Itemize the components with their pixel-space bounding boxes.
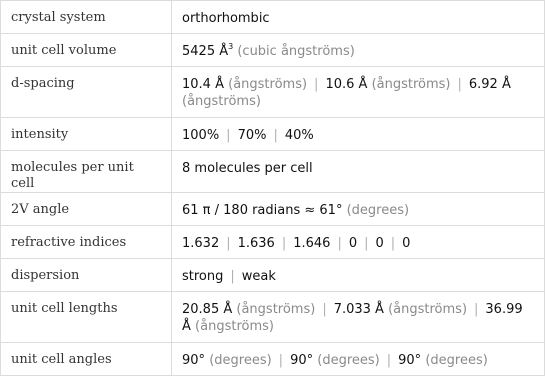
length-unit: (ångströms): [195, 319, 274, 334]
separator: |: [226, 236, 231, 251]
row-label-unit-cell-lengths: unit cell lengths: [1, 292, 172, 343]
refractive-index-value: 1.636: [237, 236, 275, 251]
row-value-unit-cell-lengths: [172, 292, 545, 343]
volume-unit: (cubic ångströms): [237, 44, 355, 59]
table-row: [1, 151, 545, 193]
refractive-index-value: 0: [348, 236, 358, 251]
cell-angle-value: 90°: [290, 353, 314, 368]
dispersion-value: weak: [241, 269, 276, 284]
d-spacing-unit: (ångströms): [228, 77, 308, 92]
angle-unit: (degrees): [346, 203, 410, 218]
refractive-index-value: 0: [375, 236, 384, 251]
row-value-2v-angle: [172, 193, 545, 226]
row-value-d-spacing: [172, 67, 545, 118]
refractive-index-value: 1.646: [293, 236, 331, 251]
row-label-unit-cell-volume: unit cell volume: [1, 34, 172, 67]
separator: |: [230, 269, 235, 284]
length-unit: (ångströms): [236, 302, 316, 317]
volume-value: 5425 Å: [182, 44, 229, 59]
row-value-unit-cell-angles: [172, 343, 545, 376]
refractive-index-value: 1.632: [182, 236, 220, 251]
cell-angle-value: 90°: [398, 353, 422, 368]
table-row: [1, 118, 545, 151]
table-row: [1, 34, 545, 67]
intensity-value: 40%: [284, 128, 314, 143]
table-row: [1, 259, 545, 292]
separator: |: [314, 77, 319, 92]
table-row: [1, 67, 545, 118]
cell-angle-unit: (degrees): [317, 353, 380, 368]
row-value-crystal-system: orthorhombic: [172, 1, 545, 34]
table-row: [1, 343, 545, 376]
dispersion-value: strong: [182, 269, 224, 284]
separator: |: [457, 77, 462, 92]
table-row: [1, 292, 545, 343]
row-label-2v-angle: 2V angle: [1, 193, 172, 226]
d-spacing-value: 6.92 Å: [468, 77, 511, 92]
row-label-d-spacing: d-spacing: [1, 67, 172, 118]
row-value-molecules-per-unit-cell: 8 molecules per cell: [172, 151, 545, 193]
row-label-refractive-indices: refractive indices: [1, 226, 172, 259]
intensity-value: 100%: [182, 128, 220, 143]
d-spacing-unit: (ångströms): [371, 77, 451, 92]
row-label-crystal-system: crystal system: [1, 1, 172, 34]
separator: |: [474, 302, 479, 317]
separator: |: [273, 128, 278, 143]
row-label-dispersion: dispersion: [1, 259, 172, 292]
separator: |: [386, 353, 392, 368]
row-label-unit-cell-angles: unit cell angles: [1, 343, 172, 376]
d-spacing-value: 10.4 Å: [182, 77, 224, 92]
row-label-intensity: intensity: [1, 118, 172, 151]
row-value-intensity: [172, 118, 545, 151]
row-value-refractive-indices: [172, 226, 545, 259]
d-spacing-unit: (ångströms): [182, 94, 261, 109]
separator: |: [390, 236, 396, 251]
separator: |: [226, 128, 231, 143]
cell-angle-value: 90°: [182, 353, 206, 368]
length-value: 36.99 Å: [182, 302, 523, 334]
length-value: 7.033 Å: [333, 302, 384, 317]
table-row: [1, 1, 545, 34]
length-value: 20.85 Å: [182, 302, 233, 317]
d-spacing-value: 10.6 Å: [325, 77, 368, 92]
length-unit: (ångströms): [388, 302, 468, 317]
separator: |: [322, 302, 327, 317]
refractive-index-value: 0: [402, 236, 411, 251]
volume-exponent: 3: [228, 42, 234, 51]
cell-angle-unit: (degrees): [425, 353, 488, 368]
table-row: [1, 226, 545, 259]
separator: |: [364, 236, 369, 251]
cell-angle-unit: (degrees): [209, 353, 272, 368]
row-value-unit-cell-volume: [172, 34, 545, 67]
separator: |: [278, 353, 284, 368]
table-row: [1, 193, 545, 226]
intensity-value: 70%: [237, 128, 267, 143]
row-value-dispersion: [172, 259, 545, 292]
separator: |: [337, 236, 342, 251]
row-label-molecules-per-unit-cell: molecules per unit cell: [1, 151, 172, 193]
angle-value: 61 π / 180 radians ≈ 61°: [182, 203, 343, 218]
separator: |: [281, 236, 287, 251]
